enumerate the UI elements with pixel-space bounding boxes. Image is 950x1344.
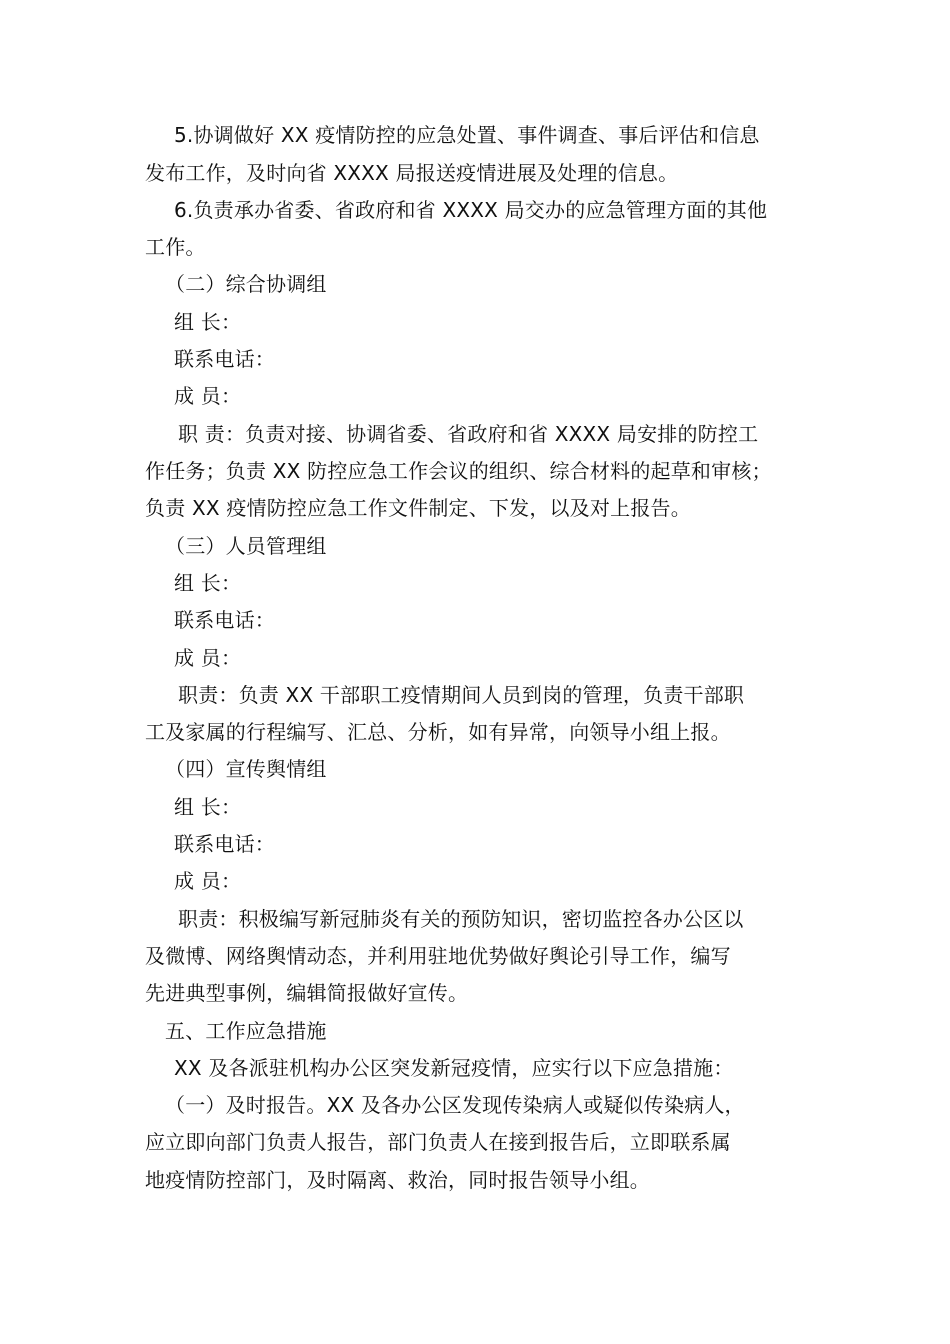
text-line: 应立即向部门负责人报告，部门负责人在接到报告后，立即联系属 (145, 1130, 731, 1154)
section-heading: （三）人员管理组 (165, 534, 327, 558)
text-line: 5.协调做好 XX 疫情防控的应急处置、事件调查、事后评估和信息 (174, 123, 760, 147)
text-line: 工及家属的行程编写、汇总、分析，如有异常，向领导小组上报。 (145, 720, 731, 744)
text-line: XX 及各派驻机构办公区突发新冠疫情，应实行以下应急措施： (174, 1056, 734, 1080)
text-line: 组 长： (174, 795, 242, 819)
text-line: 及微博、网络舆情动态，并利用驻地优势做好舆论引导工作，编写 (145, 944, 731, 968)
section-heading: 五、工作应急措施 (165, 1019, 327, 1043)
text-line: 先进典型事例，编辑简报做好宣传。 (145, 981, 469, 1005)
text-line: 职责：积极编写新冠肺炎有关的预防知识，密切监控各办公区以 (178, 907, 744, 931)
text-line: 组 长： (174, 310, 242, 334)
text-line: 组 长： (174, 571, 242, 595)
text-line: 联系电话： (174, 608, 275, 632)
text-line: 成 员： (174, 384, 242, 408)
text-line: 工作。 (145, 235, 206, 259)
text-line: 地疫情防控部门，及时隔离、救治，同时报告领导小组。 (145, 1168, 650, 1192)
text-line: 发布工作，及时向省 XXXX 局报送疫情进展及处理的信息。 (145, 161, 679, 185)
text-line: （一）及时报告。XX 及各办公区发现传染病人或疑似传染病人， (165, 1093, 745, 1117)
text-line: 6.负责承办省委、省政府和省 XXXX 局交办的应急管理方面的其他 (174, 198, 768, 222)
text-line: 联系电话： (174, 347, 275, 371)
section-heading: （四）宣传舆情组 (165, 757, 327, 781)
text-line: 成 员： (174, 646, 242, 670)
text-line: 负责 XX 疫情防控应急工作文件制定、下发，以及对上报告。 (145, 496, 691, 520)
text-line: 职 责：负责对接、协调省委、省政府和省 XXXX 局安排的防控工 (178, 422, 759, 446)
text-line: 作任务；负责 XX 防控应急工作会议的组织、综合材料的起草和审核； (145, 459, 772, 483)
text-line: 成 员： (174, 869, 242, 893)
text-line: 职责：负责 XX 干部职工疫情期间人员到岗的管理，负责干部职 (178, 683, 745, 707)
section-heading: （二）综合协调组 (165, 272, 327, 296)
text-line: 联系电话： (174, 832, 275, 856)
